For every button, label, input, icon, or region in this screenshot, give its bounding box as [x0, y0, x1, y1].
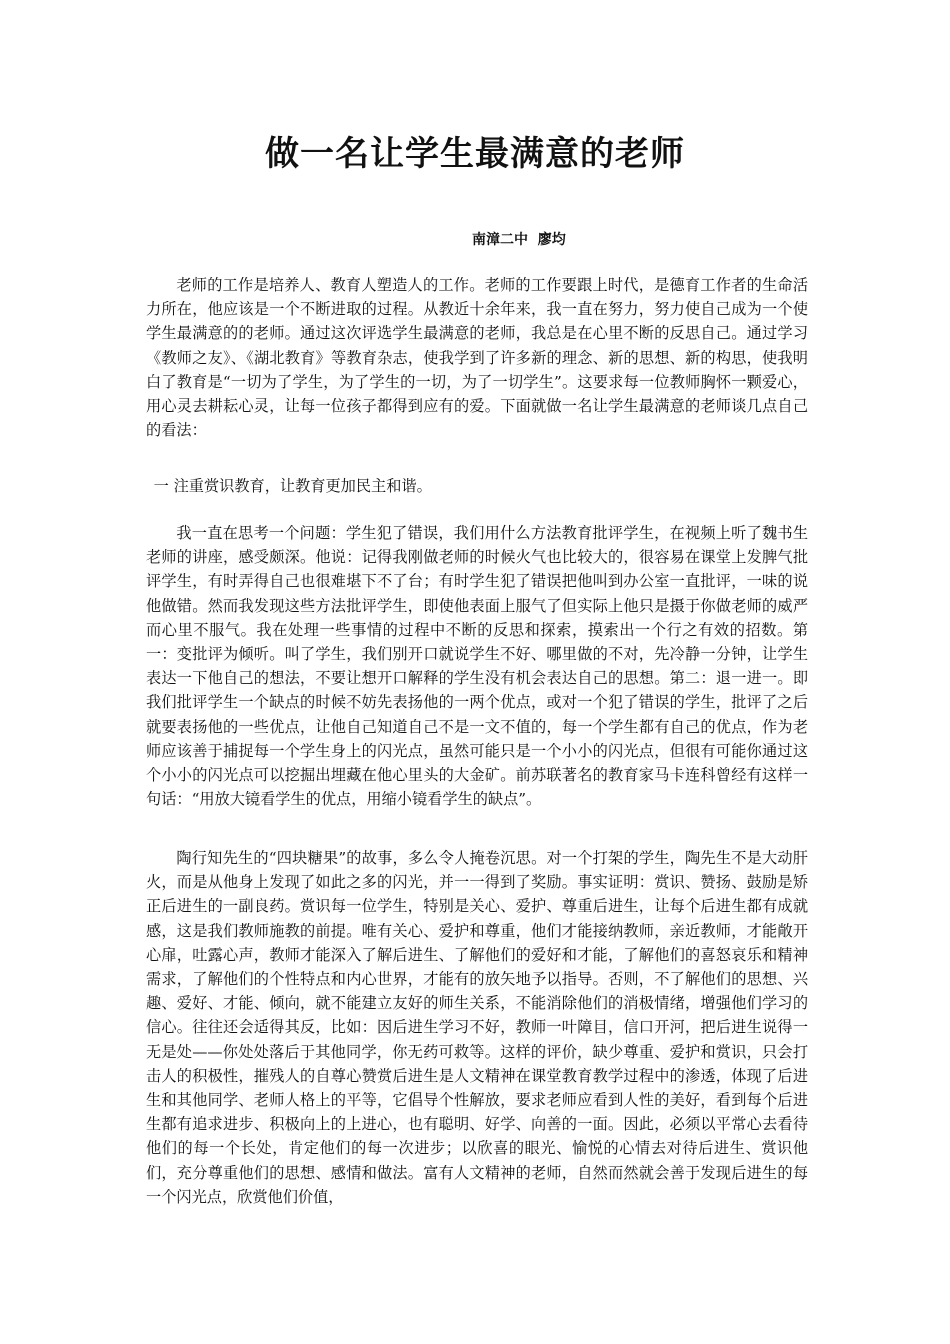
intro-paragraph: 老师的工作是培养人、教育人塑造人的工作。老师的工作要跟上时代，是德育工作者的生命活力所在，他应该是一个不断进取的过程。从教近十余年来，我一直在努力，努力使自己成为一个使学生最满意的的老师。通过这次评选学生最满意的老师，我总是在心里不断的反思自己。通过学习《教师之友》、《湖北教育》等教育杂志，使我学到了许多新的理念、新的思想、新的构思，使我明白了教育是“一切为了学生，为了学生的一切，为了一切学生”。这要求每一位教师胸怀一颗爱心，用心灵去耕耘心灵，让每一位孩子都得到应有的爱。下面就做一名让学生最满意的老师谈几点自己的看法： — [146, 276, 808, 440]
document-title: 做一名让学生最满意的老师 — [265, 134, 685, 174]
body-paragraph: 陶行知先生的“四块糖果”的故事，多么令人掩卷沉思。对一个打架的学生，陶先生不是大动肝火，而是从他身上发现了如此之多的闪光，并一一得到了奖励。事实证明：赏识、赞扬、鼓励是矫正后进生的一副良药。赏识每一位学生，特别是关心、爱护、尊重后进生，让每个后进生都有成就感，这是我们教师施教的前提。唯有关心、爱护和尊重，他们才能接纳教师，亲近教师，才能敞开心扉，吐露心声，教师才能深入了解后进生、了解他们的爱好和才能，了解他们的喜怒哀乐和精神需求，了解他们的个性特点和内心世界，才能有的放矢地予以指导。否则，不了解他们的思想、兴趣、爱好、才能、倾向，就不能建立友好的师生关系，不能消除他们的消极情绪，增强他们学习的信心。往往还会适得其反，比如：因后进生学习不好，教师一叶障目，信口开河，把后进生说得一无是处——你处处落后于其他同学，你无药可救等。这样的评价，缺少尊重、爱护和赏识，只会打击人的积极性，摧残人的自尊心赞赏后进生是人文精神在课堂教育教学过程中的渗透，体现了后进生和其他同学、老师人格上的平等，它倡导个性解放，要求老师应看到人性的美好，看到每个后进生都有追求进步、积极向上的上进心，也有聪明、好学、向善的一面。因此，必须以平常心去看待他们的每一个长处，肯定他们的每一次进步；以欣喜的眼光、愉悦的心情去对待后进生、赏识他们，充分尊重他们的思想、感情和做法。富有人文精神的老师，自然而然就会善于发现后进生的每一个闪光点，欣赏他们价值， — [146, 849, 808, 1206]
author-byline: 南漳二中 廖均 — [472, 232, 566, 248]
body-paragraph: 我一直在思考一个问题：学生犯了错误，我们用什么方法教育批评学生，在视频上听了魏书生老师的讲座，感受颇深。他说：记得我刚做老师的时候火气也比较大的，很容易在课堂上发脾气批评学生，有时弄得自己也很难堪下不了台；有时学生犯了错误把他叫到办公室一直批评，一味的说他做错。然而我发现这些方法批评学生，即使他表面上服气了但实际上他只是摄于你做老师的威严而心里不服气。我在处理一些事情的过程中不断的反思和探索，摸索出一个行之有效的招数。第一：变批评为倾听。叫了学生，我们别开口就说学生不好、哪里做的不对，先冷静一分钟，让学生表达一下他自己的想法，不要让想开口解释的学生没有机会表达自己的思想。第二：退一进一。即我们批评学生一个缺点的时候不妨先表扬他的一两个优点，或对一个犯了错误的学生，批评了之后就要表扬他的一些优点，让他自己知道自己不是一文不值的，每一个学生都有自己的优点，作为老师应该善于捕捉每一个学生身上的闪光点，虽然可能只是一个小小的闪光点，但很有可能你通过这个小小的闪光点可以挖掘出埋藏在他心里头的大金矿。前苏联著名的教育家马卡连科曾经有这样一句话：“用放大镜看学生的优点，用缩小镜看学生的缺点”。 — [146, 524, 808, 809]
section-heading: 一 注重赏识教育，让教育更加民主和谐。 — [153, 477, 432, 495]
